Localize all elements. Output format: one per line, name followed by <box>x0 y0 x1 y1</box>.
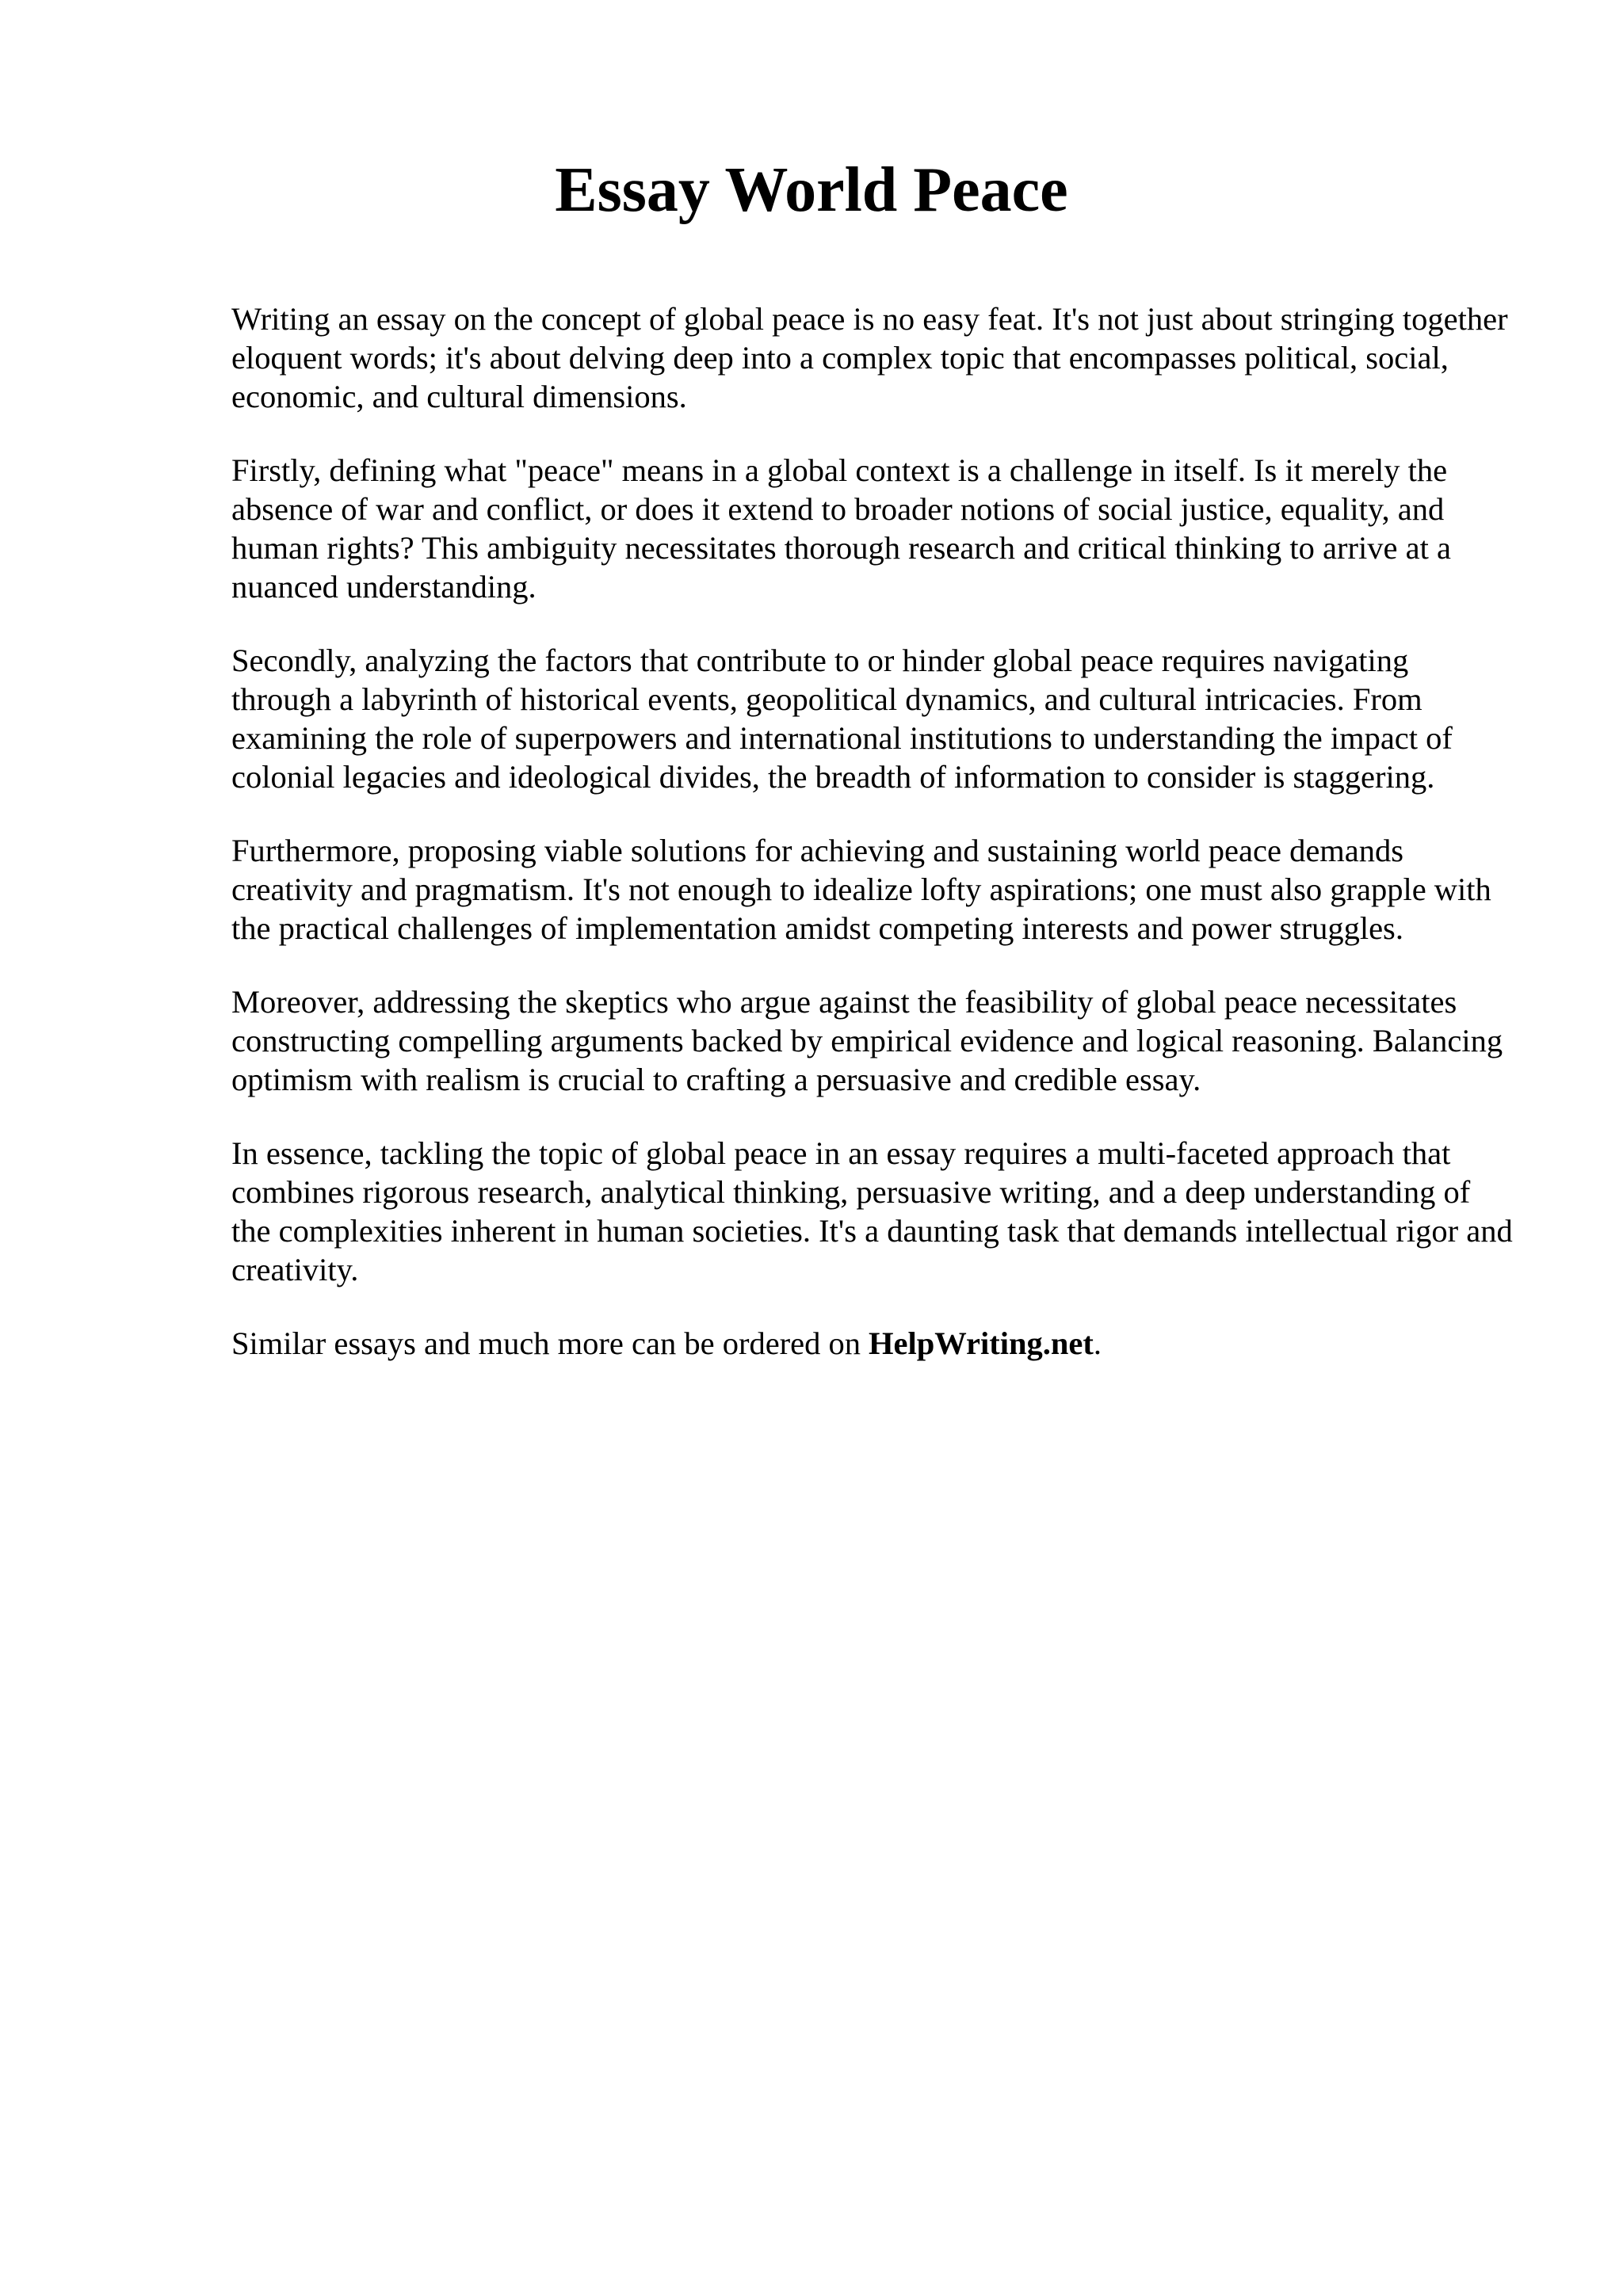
closing-line <box>231 1324 1515 1363</box>
paragraph-4: Furthermore, proposing viable solutions for achieving and sustaining world peace demands creativity and pragmatism. It's not enough to idealize lofty aspirations; one must also grapple with the practical challenges of implementation amidst competing interests and power struggles. <box>231 833 1491 946</box>
paragraph-3: Secondly, analyzing the factors that contribute to or hinder global peace requires navigating through a labyrinth of historical events, geopolitical dynamics, and cultural intricacies. From examining the role of superpowers and international institutions to understanding the impact of colonial legacies and ideological divides, the breadth of information to consider is staggering. <box>231 643 1453 795</box>
paragraph-5: Moreover, addressing the skeptics who argue against the feasibility of global peace necessitates constructing compelling arguments backed by empirical evidence and logical reasoning. Balancing optimism with realism is crucial to crafting a persuasive and credible essay. <box>231 984 1503 1097</box>
helpwriting-link[interactable]: HelpWriting.net <box>869 1325 1094 1361</box>
essay-body <box>231 299 1515 1398</box>
document-title: Essay World Peace <box>555 155 1068 225</box>
paragraph-6: In essence, tackling the topic of global peace in an essay requires a multi-faceted approach that combines rigorous research, analytical thinking, persuasive writing, and a deep understanding of the complexities inherent in human societies. It's a daunting task that demands intellectual rigor and creativity. <box>231 1135 1513 1287</box>
closing-suffix: . <box>1093 1325 1102 1361</box>
closing-prefix: Similar essays and much more can be ordered on <box>231 1325 861 1361</box>
paragraph-2: Firstly, defining what "peace" means in a global context is a challenge in itself. Is it merely the absence of war and conflict, or does it extend to broader notions of social justice, equality, and human rights? This ambiguity necessitates thorough research and critical thinking to arrive at a nuanced understanding. <box>231 452 1451 605</box>
paragraph-1: Writing an essay on the concept of global peace is no easy feat. It's not just about stringing together eloquent words; it's about delving deep into a complex topic that encompasses political, social, economic, and cultural dimensions. <box>231 301 1508 414</box>
